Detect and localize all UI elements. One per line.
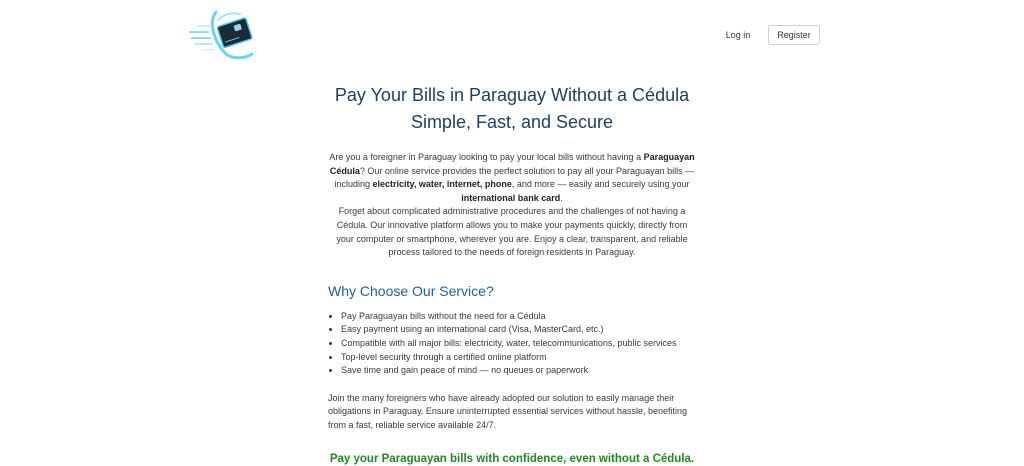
intro-emphasis-card: international bank card bbox=[461, 192, 561, 203]
why-choose-heading: Why Choose Our Service? bbox=[328, 282, 494, 299]
page-subtitle: Simple, Fast, and Secure bbox=[410, 112, 614, 132]
intro-text: , and more — easily and securely using your bbox=[511, 179, 690, 190]
intro-text: ? Our online service provides the perfect solution to pay all your Paraguayan bills — including bbox=[334, 165, 695, 190]
main-content bbox=[328, 80, 696, 466]
page-title-line-1: Pay Your Bills in Paraguay Without a Cédula bbox=[334, 85, 690, 105]
feature-item: • Compatible with all major bills: electricity, water, telecommunications, public services bbox=[341, 337, 696, 351]
feature-item: • Pay Paraguayan bills without the need for a Cédula bbox=[341, 310, 696, 324]
feature-item: • Top-level security through a certified online platform bbox=[341, 351, 696, 365]
register-button[interactable]: Register bbox=[768, 25, 820, 45]
intro-text: Are you a foreigner in Paraguay looking to pay your local bills without having a bbox=[329, 152, 644, 162]
intro-emphasis-bills: electricity, water, internet, phone bbox=[372, 179, 512, 190]
intro-paragraph bbox=[328, 151, 696, 260]
login-link[interactable]: Log in bbox=[725, 30, 751, 40]
outro-paragraph: Join the many foreigners who have already adopted our solution to easily manage their obligations in Paraguay. Ensure uninterrupted essential services without hassle, benefiting from a fast, reliable service available 24/7. bbox=[328, 392, 688, 430]
features-list bbox=[328, 310, 696, 378]
intro-text: . bbox=[560, 192, 563, 203]
intro-emphasis-cedula: Paraguayan Cédula bbox=[329, 152, 695, 176]
cta-tagline: Pay your Paraguayan bills with confidence, even without a Cédula. bbox=[329, 452, 695, 465]
intro-text-2: Forget about complicated administrative procedures and the challenges of not having a Cédula. Our innovative platform allows you to make your payments quickly, directly from your computer or smartphone, wherever you are. Enjoy a clear, transparent, and reliable process tailored to the needs of foreign residents in Paraguay. bbox=[336, 206, 688, 258]
feature-item: • Save time and gain peace of mind — no queues or paperwork bbox=[341, 364, 696, 378]
page-title bbox=[328, 80, 696, 136]
feature-item: • Easy payment using an international card (Visa, MasterCard, etc.) bbox=[341, 323, 696, 337]
card-swoosh-logo-icon[interactable] bbox=[188, 8, 256, 60]
